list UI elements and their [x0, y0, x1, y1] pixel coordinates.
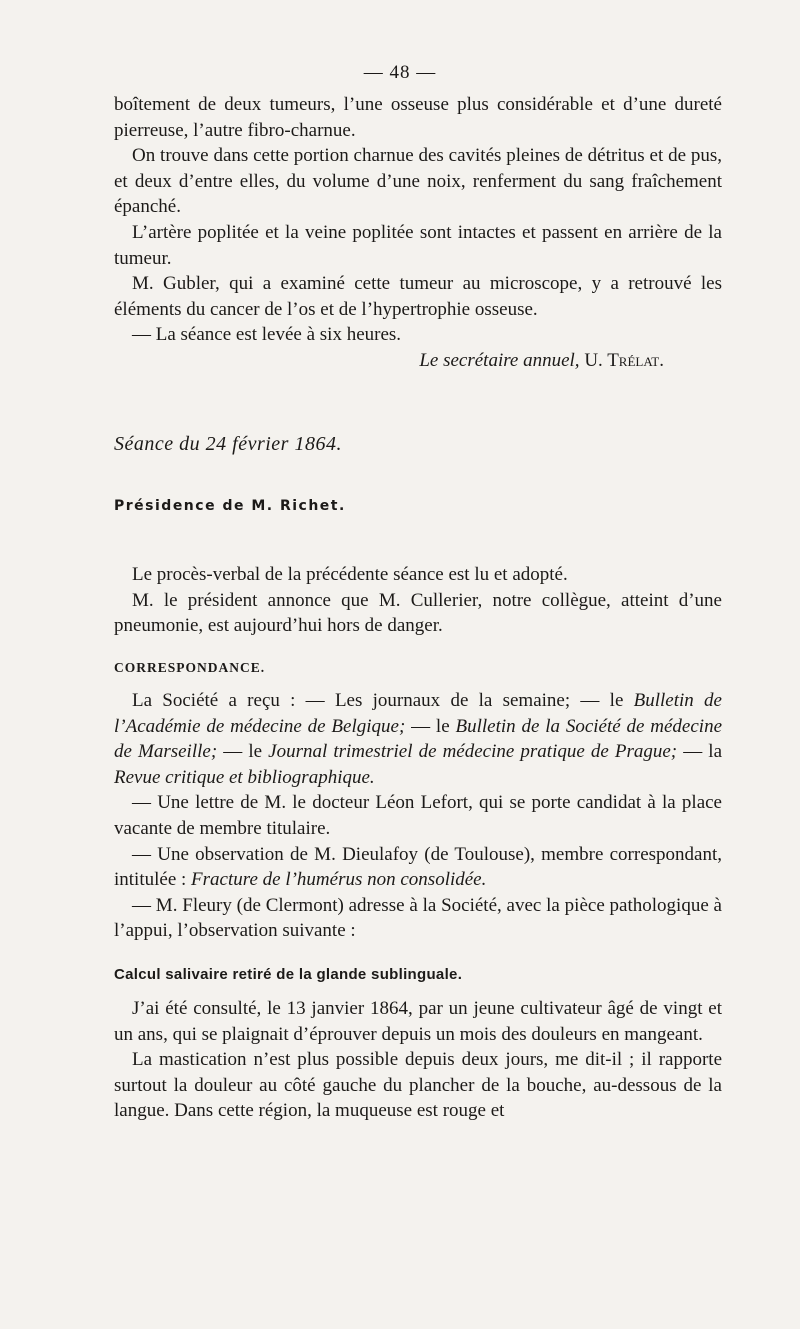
paragraph: Le procès-verbal de la précédente séance est lu et adopté.: [132, 564, 568, 585]
text-block-1: [114, 92, 722, 374]
paragraph: L’artère poplitée et la veine poplitée sont intactes et passent en arrière de la tumeur.: [114, 221, 722, 269]
observation-heading-block: [114, 962, 722, 988]
signature: [114, 348, 722, 374]
page-number: — 48 —: [363, 62, 437, 83]
section-heading: CORRESPONDANCE.: [114, 660, 266, 675]
paragraph: [114, 842, 722, 893]
paragraph: — M. Fleury (de Clermont) adresse à la Société, avec la pièce pathologique à l’appui, l’observation suivante :: [114, 894, 722, 942]
journal-title: Bulletin de la Société de médecine de Marseille;: [114, 715, 723, 763]
paragraph: J’ai été consulté, le 13 janvier 1864, par un jeune cultivateur âgé de vingt et un ans, qui se plaignait d’éprouver depuis un mois des douleurs en mangeant.: [114, 998, 722, 1045]
paragraph: — La séance est levée à six heures.: [132, 324, 402, 346]
session-title: Séance du 24 février 1864.: [114, 433, 342, 455]
paragraph: M. le président annonce que M. Cullerier, notre collègue, atteint d’une pneumonie, est aujourd’hui hors de danger.: [114, 589, 722, 637]
presidence-header: [114, 494, 722, 520]
text-block-3: [114, 688, 722, 944]
observation-title: Fracture de l’humérus non consolidée.: [191, 869, 487, 891]
journal-title: Bulletin de l’Académie de médecine de Belgique;: [114, 690, 722, 737]
text-block-2: [114, 562, 722, 639]
signature-name: U. Trélat.: [584, 349, 664, 371]
text-run: — le: [217, 741, 269, 763]
text-run: — le: [405, 715, 456, 737]
journal-title: Revue critique et bibliographique.: [114, 766, 375, 788]
presidence-line: Présidence de M. Richet.: [114, 498, 346, 514]
journal-title: Journal trimestriel de médecine pratique de Prague;: [268, 741, 678, 763]
session-header: [114, 432, 722, 458]
text-run: La Société a reçu : — Les journaux de la semaine; — le: [132, 690, 634, 711]
paragraph: M. Gubler, qui a examiné cette tumeur au microscope, y a retrouvé les éléments du cancer de l’os et de l’hypertrophie osseuse.: [114, 273, 722, 320]
paragraph: — Une lettre de M. le docteur Léon Lefort, qui se porte candidat à la place vacante de membre titulaire.: [114, 792, 722, 839]
text-run: — la: [677, 741, 723, 763]
paragraph: La mastication n’est plus possible depuis deux jours, me dit-il ; il rapporte surtout la douleur au côté gauche du plancher de la bouche, au-dessous de la langue. Dans cette région, la muqueuse est rouge et: [114, 1049, 722, 1122]
observation-heading: Calcul salivaire retiré de la glande sublinguale.: [114, 966, 463, 983]
signature-role: Le secrétaire annuel,: [419, 349, 580, 371]
paragraph: [114, 688, 722, 790]
paragraph: On trouve dans cette portion charnue des cavités pleines de détritus et de pus, et deux d’entre elles, du volume d’une noix, renferment du sang fraîchement épanché.: [114, 145, 722, 218]
text-run: — Une observation de M. Dieulafoy (de Toulouse), membre correspondant, intitulée :: [114, 843, 722, 891]
paragraph: boîtement de deux tumeurs, l’une osseuse plus considérable et d’une dureté pierreuse, l’autre fibro-charnue.: [114, 94, 722, 141]
correspondance-heading-block: [114, 655, 722, 681]
text-block-4: [114, 996, 722, 1124]
